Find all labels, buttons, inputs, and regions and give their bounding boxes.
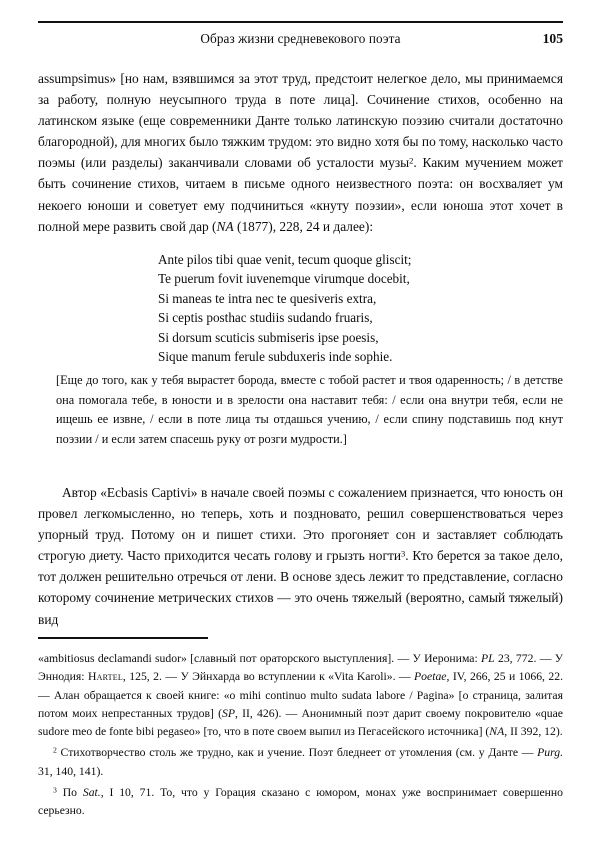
verse-line: Si maneas te intra nec te quesiveris extra, — [158, 290, 377, 306]
verse-line: Si ceptis posthac studiis sudando fruaris, — [158, 310, 373, 326]
running-header — [38, 31, 563, 51]
paragraph-text: assumpsimus» [но нам, взявшимся за этот труд, предстоит нелегкое дело, мы принимаемся за работу, полную неусыпного труда в поте лица]. Сочинение стихов, особенно на латинском языке (еще современники Данте только латинскую поэзию считали достаточно благородной), для многих было тяжким трудом: это видно хотя бы по тому, насколько часто поэмы (или разделы) заканчивали словами об усталости музы$^2$. Каким мучением может быть сочинение стихов, читаем в письме одного неизвестного поэта: он восхваляет ум некоего юноши и советует ему подчиниться «кнуту поэзии», если юноша этот хочет в полной мере развить свой дар (NA (1877), 228, 24 и далее): — [38, 71, 563, 234]
footnote-3: $^3$ По Sat., I 10, 71. То, что у Горация сказано с юмором, монах уже воспринимает совершенно серьезно. — [38, 785, 563, 818]
verse-line: Sique manum ferule subduxeris inde sophie. — [158, 349, 393, 365]
body-paragraph-2 — [38, 482, 563, 630]
verse-line: Te puerum fovit iuvenemque virumque docebit, — [158, 271, 410, 287]
footnote-separator-rule — [38, 637, 208, 639]
footnote-1: «ambitiosus declamandi sudor» [славный пот ораторского выступления]. — У Иеронима: PL 23, 772. — У Эннодия: Hartel, 125, 2. — У Эйнхарда во вступлении к «Vita Karoli». — Poetae, IV, 266, 25 и 1066, 22. — Алан обращается к своей книге: «o mihi continuo multo sudata labore / Pagina» [о страница, залитая потом моих непрестанных трудов] (SP, II, 426). — Анонимный поэт дарит своему покровителю «quae sudore meo de fonte bibi pegaseo» [то, что в поте своем выпил из Пегасейского источника] (NA, II 392, 12). — [38, 652, 563, 739]
latin-verse-block — [158, 250, 563, 366]
footnotes-block — [38, 650, 563, 824]
translation-gloss-block — [56, 371, 563, 449]
running-head-title: Образ жизни средневекового поэта — [200, 31, 401, 46]
verse-line: Ante pilos tibi quae venit, tecum quoque gliscit; — [158, 252, 412, 267]
paragraph-text: Автор «Ecbasis Captivi» в начале своей поэмы с сожалением признается, что юность он провел легкомысленно, но теперь, хоть и поздновато, решил совершенствоваться через упорный труд. Потому он и пишет стихи. Это прогоняет сон и заставляет соблюдать строгую диету. Часто приходится чесать голову и грызть ногти$^3$. Кто берется за такое дело, тот должен решительно отречься от лени. В основе здесь лежит то представление, согласно которому сочинение метрических стихов — это очень тяжелый (вероятно, самый тяжелый) вид — [38, 485, 564, 627]
header-rule — [38, 21, 563, 23]
verse-line: Si dorsum scuticis submiseris ipse poesis, — [158, 329, 379, 345]
page-content — [38, 0, 563, 864]
footnote-2: $^2$ Стихотворчество столь же трудно, как и учение. Поэт бледнеет от утомления (см. у Данте — Purg. 31, 140, 141). — [38, 746, 563, 778]
page-number: 105 — [542, 31, 563, 46]
gloss-text: [Еще до того, как у тебя вырастет борода, вместе с тобой растет и твоя одаренность; / в детстве она помогала тебе, в юности и в зрелости она наставит тебя: / если она внутри тебя, если не ищешь ее извне, / если в поте лица ты отдашься учению, / если спину подставишь под кнут поэзии / и если затем спасешь руку от розги мудрости.] — [56, 373, 563, 446]
body-paragraph-1 — [38, 68, 563, 237]
